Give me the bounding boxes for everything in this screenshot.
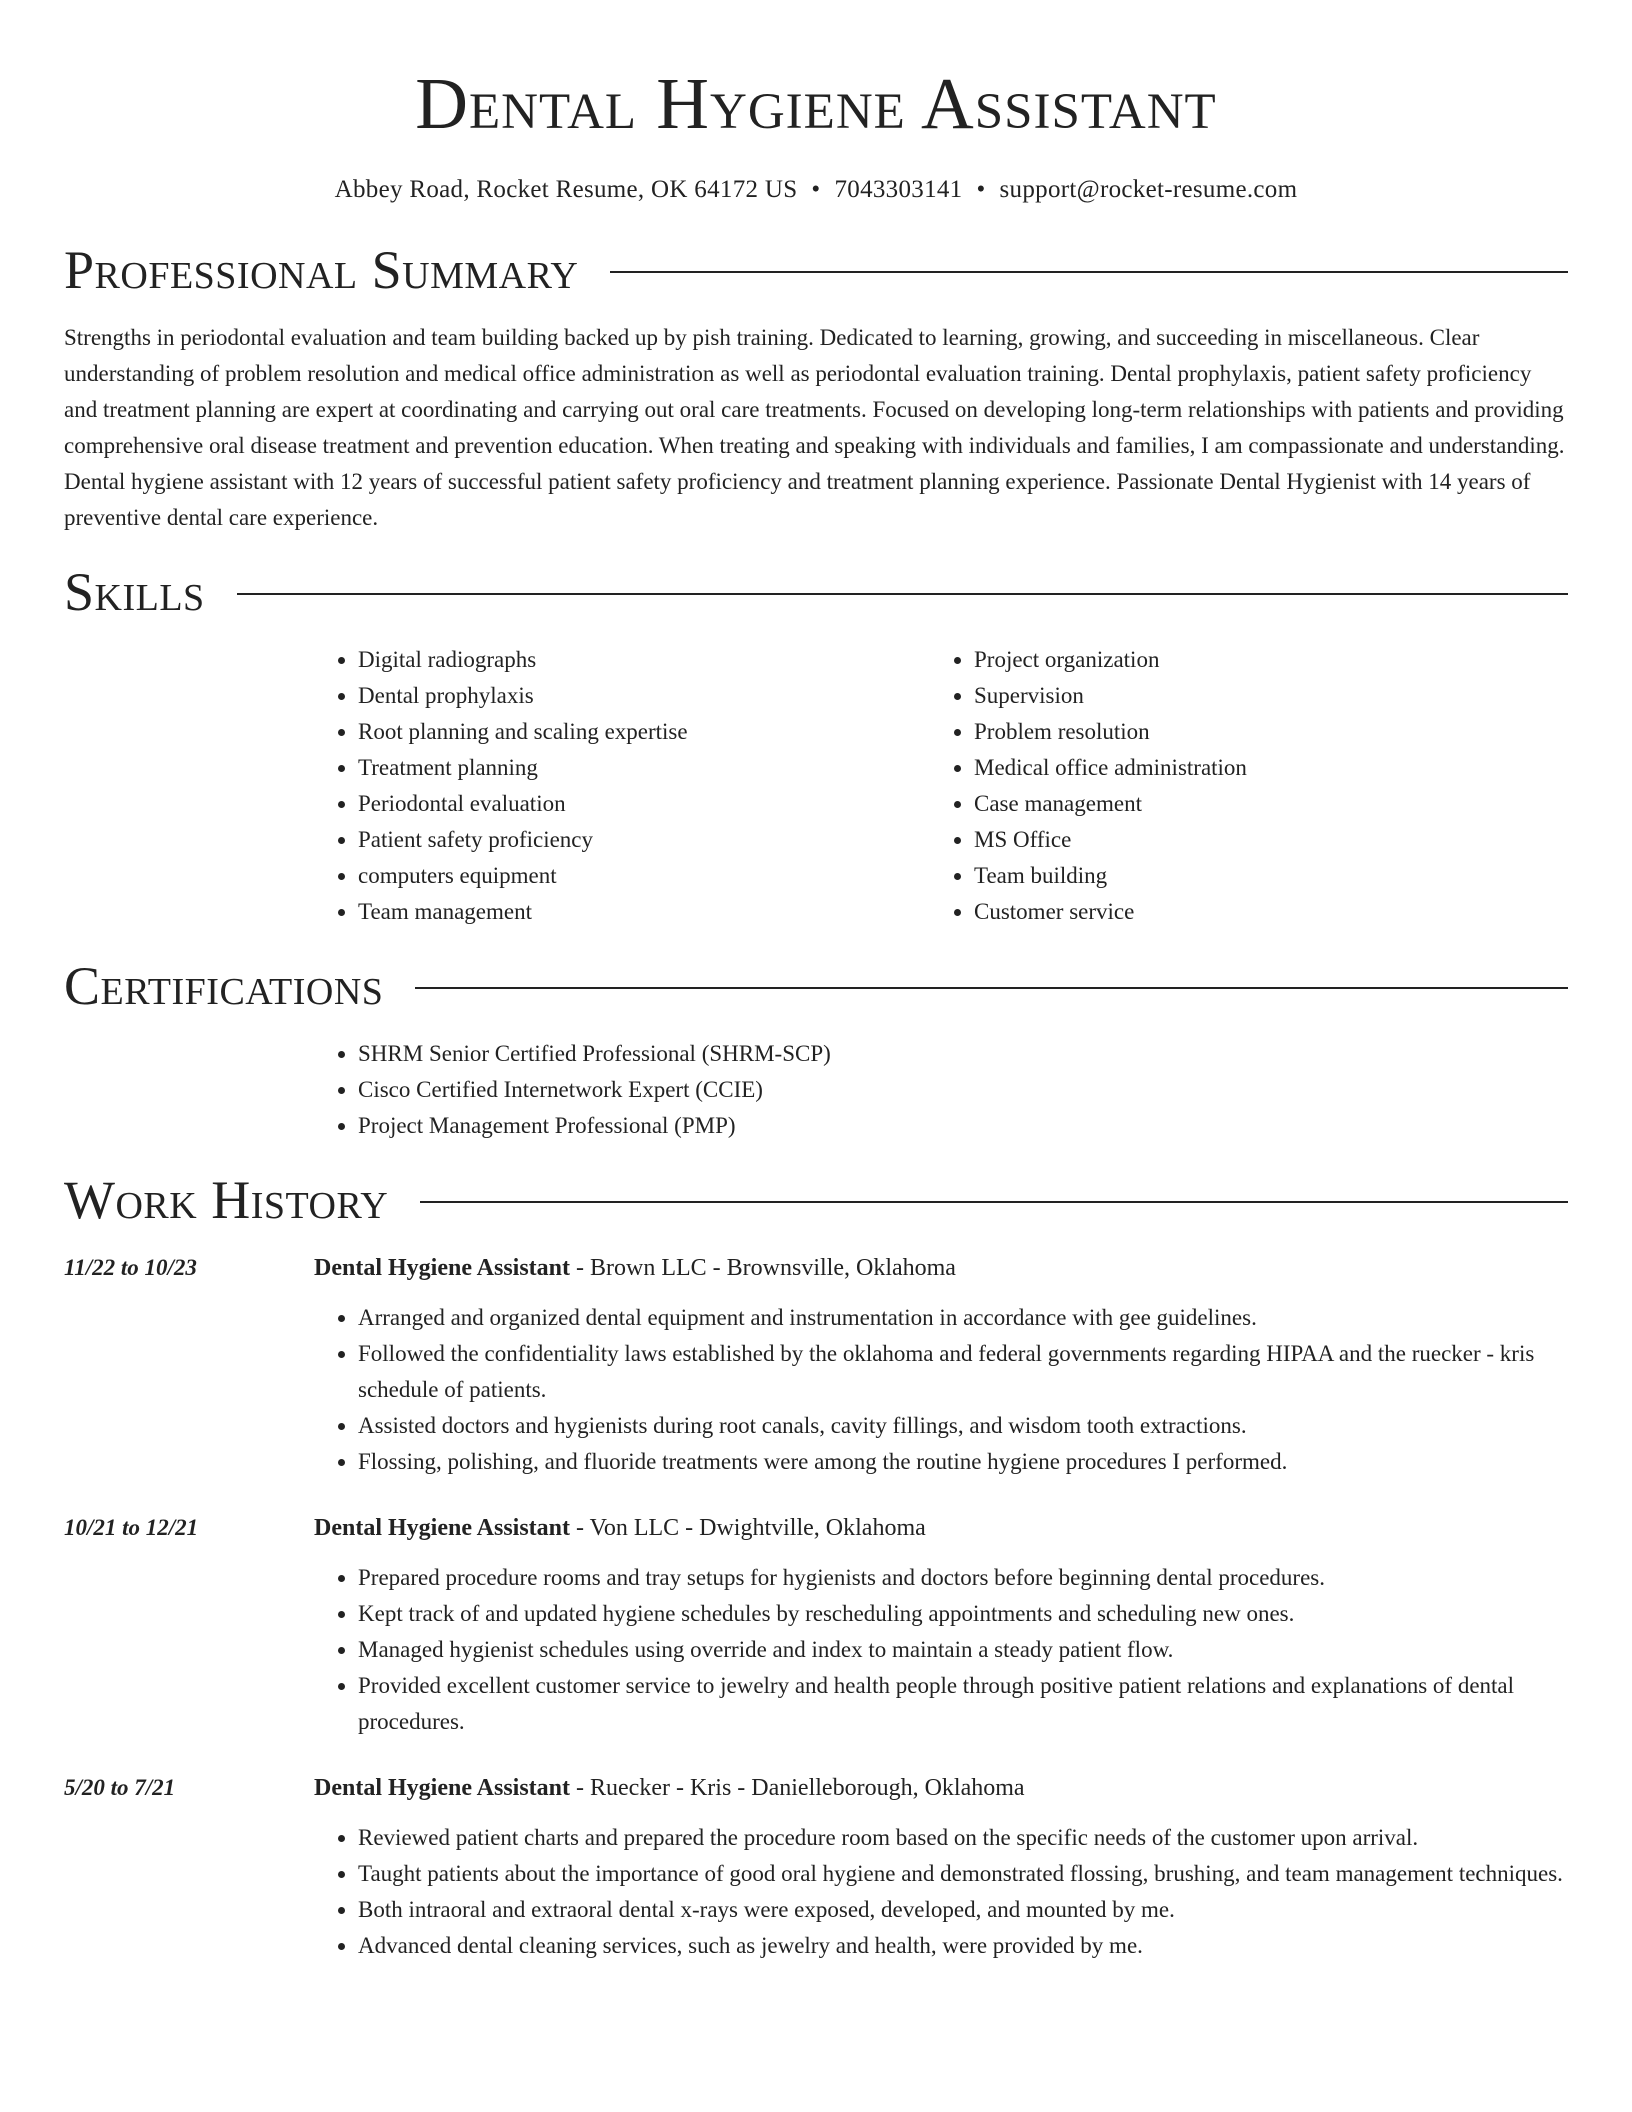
job-duty: • Provided excellent customer service to jewelry and health people through positive patient relations and explanations of dental procedures. (358, 1668, 1568, 1740)
section-divider (415, 987, 1568, 989)
job-dates: 11/22 to 10/23 (64, 1255, 197, 1280)
job-employer: - Von LLC - Dwightville, Oklahoma (570, 1515, 926, 1541)
job-body (314, 1510, 1568, 1740)
certification-item: • Cisco Certified Internetwork Expert (CCIE) (358, 1072, 1568, 1108)
skill-item: • Root planning and scaling expertise (358, 714, 930, 750)
skill-item: • Supervision (974, 678, 1546, 714)
skills-list-right (930, 642, 1546, 930)
job-title-line (314, 1510, 1568, 1546)
job-duty: • Both intraoral and extraoral dental x-rays were exposed, developed, and mounted by me. (358, 1892, 1568, 1928)
skill-item: • Case management (974, 786, 1546, 822)
job-duty: • Managed hygienist schedules using override and index to maintain a steady patient flow. (358, 1632, 1568, 1668)
skill-item: • Customer service (974, 894, 1546, 930)
skill-item: • Problem resolution (974, 714, 1546, 750)
job-duty: • Arranged and organized dental equipment and instrumentation in accordance with gee guidelines. (358, 1300, 1568, 1336)
contact-email: support@rocket-resume.com (999, 176, 1298, 203)
job-duties (314, 1820, 1568, 1964)
job-employer: - Ruecker - Kris - Danielleborough, Oklahoma (570, 1775, 1025, 1801)
job-duties (314, 1560, 1568, 1740)
job-title-line (314, 1770, 1568, 1806)
certifications-section (64, 954, 1568, 1144)
job-duty: • Assisted doctors and hygienists during root canals, cavity fillings, and wisdom tooth extractions. (358, 1408, 1568, 1444)
job-entry (64, 1510, 1568, 1740)
skill-item: • Dental prophylaxis (358, 678, 930, 714)
certification-item: • SHRM Senior Certified Professional (SHRM-SCP) (358, 1036, 1568, 1072)
skill-item: • Periodontal evaluation (358, 786, 930, 822)
section-title: Certifications (64, 956, 384, 1016)
job-body (314, 1770, 1568, 1964)
contact-address: Abbey Road, Rocket Resume, OK 64172 US (334, 176, 798, 203)
skill-item: • Treatment planning (358, 750, 930, 786)
skill-item: • Medical office administration (974, 750, 1546, 786)
job-duty: • Reviewed patient charts and prepared the procedure room based on the specific needs of the customer upon arrival. (358, 1820, 1568, 1856)
skills-list-left (314, 642, 930, 930)
skill-item: • Team management (358, 894, 930, 930)
certification-item: • Project Management Professional (PMP) (358, 1108, 1568, 1144)
skill-item: • Project organization (974, 642, 1546, 678)
summary-section (64, 238, 1568, 536)
job-employer: - Brown LLC - Brownsville, Oklahoma (570, 1255, 956, 1281)
skills-section (64, 560, 1568, 930)
skills-grid (314, 642, 1568, 930)
work-history-section (64, 1168, 1568, 1964)
contact-line (64, 176, 1568, 204)
section-title: Work History (64, 1170, 389, 1230)
job-role: Dental Hygiene Assistant (314, 1775, 571, 1801)
section-title: Skills (64, 562, 205, 622)
contact-phone: 7043303141 (834, 176, 963, 203)
contact-separator: • (976, 176, 986, 203)
skill-item: • Team building (974, 858, 1546, 894)
skill-item: • MS Office (974, 822, 1546, 858)
job-role: Dental Hygiene Assistant (314, 1515, 571, 1541)
job-duty: • Prepared procedure rooms and tray setups for hygienists and doctors before beginning dental procedures. (358, 1560, 1568, 1596)
job-entry (64, 1770, 1568, 1964)
resume-header (64, 0, 1568, 204)
skill-item: • Patient safety proficiency (358, 822, 930, 858)
certifications-list (314, 1036, 1568, 1144)
skill-item: • computers equipment (358, 858, 930, 894)
job-body (314, 1250, 1568, 1480)
job-dates: 5/20 to 7/21 (64, 1775, 176, 1800)
section-divider (237, 593, 1568, 595)
section-heading (64, 238, 1568, 302)
skill-item: • Digital radiographs (358, 642, 930, 678)
section-title: Professional Summary (64, 240, 579, 300)
candidate-name: Dental Hygiene Assistant (415, 63, 1217, 144)
job-duty: • Taught patients about the importance of good oral hygiene and demonstrated flossing, brushing, and team management techniques. (358, 1856, 1568, 1892)
job-title-line (314, 1250, 1568, 1286)
job-entry (64, 1250, 1568, 1480)
job-duties (314, 1300, 1568, 1480)
section-heading (64, 560, 1568, 624)
job-duty: • Kept track of and updated hygiene schedules by rescheduling appointments and scheduling new ones. (358, 1596, 1568, 1632)
section-heading (64, 1168, 1568, 1232)
summary-text: Strengths in periodontal evaluation and team building backed up by pish training. Dedicated to learning, growing, and succeeding in miscellaneous. Clear understanding of problem resolution and medical office administration as well as periodontal evaluation training. Dental prophylaxis, patient safety proficiency and treatment planning are expert at coordinating and carrying out oral care treatments. Focused on developing long-term relationships with patients and providing comprehensive oral disease treatment and prevention education. When treating and speaking with individuals and families, I am compassionate and understanding. Dental hygiene assistant with 12 years of successful patient safety proficiency and treatment planning experience. Passionate Dental Hygienist with 14 years of preventive dental care experience. (64, 325, 1565, 530)
section-divider (610, 271, 1568, 273)
job-duty: • Followed the confidentiality laws established by the oklahoma and federal governments regarding HIPAA and the ruecker - kris schedule of patients. (358, 1336, 1568, 1408)
job-duty: • Advanced dental cleaning services, such as jewelry and health, were provided by me. (358, 1928, 1568, 1964)
job-role: Dental Hygiene Assistant (314, 1255, 571, 1281)
contact-separator: • (811, 176, 821, 203)
job-dates: 10/21 to 12/21 (64, 1515, 199, 1540)
section-heading (64, 954, 1568, 1018)
job-duty: • Flossing, polishing, and fluoride treatments were among the routine hygiene procedures I performed. (358, 1444, 1568, 1480)
section-divider (420, 1201, 1568, 1203)
